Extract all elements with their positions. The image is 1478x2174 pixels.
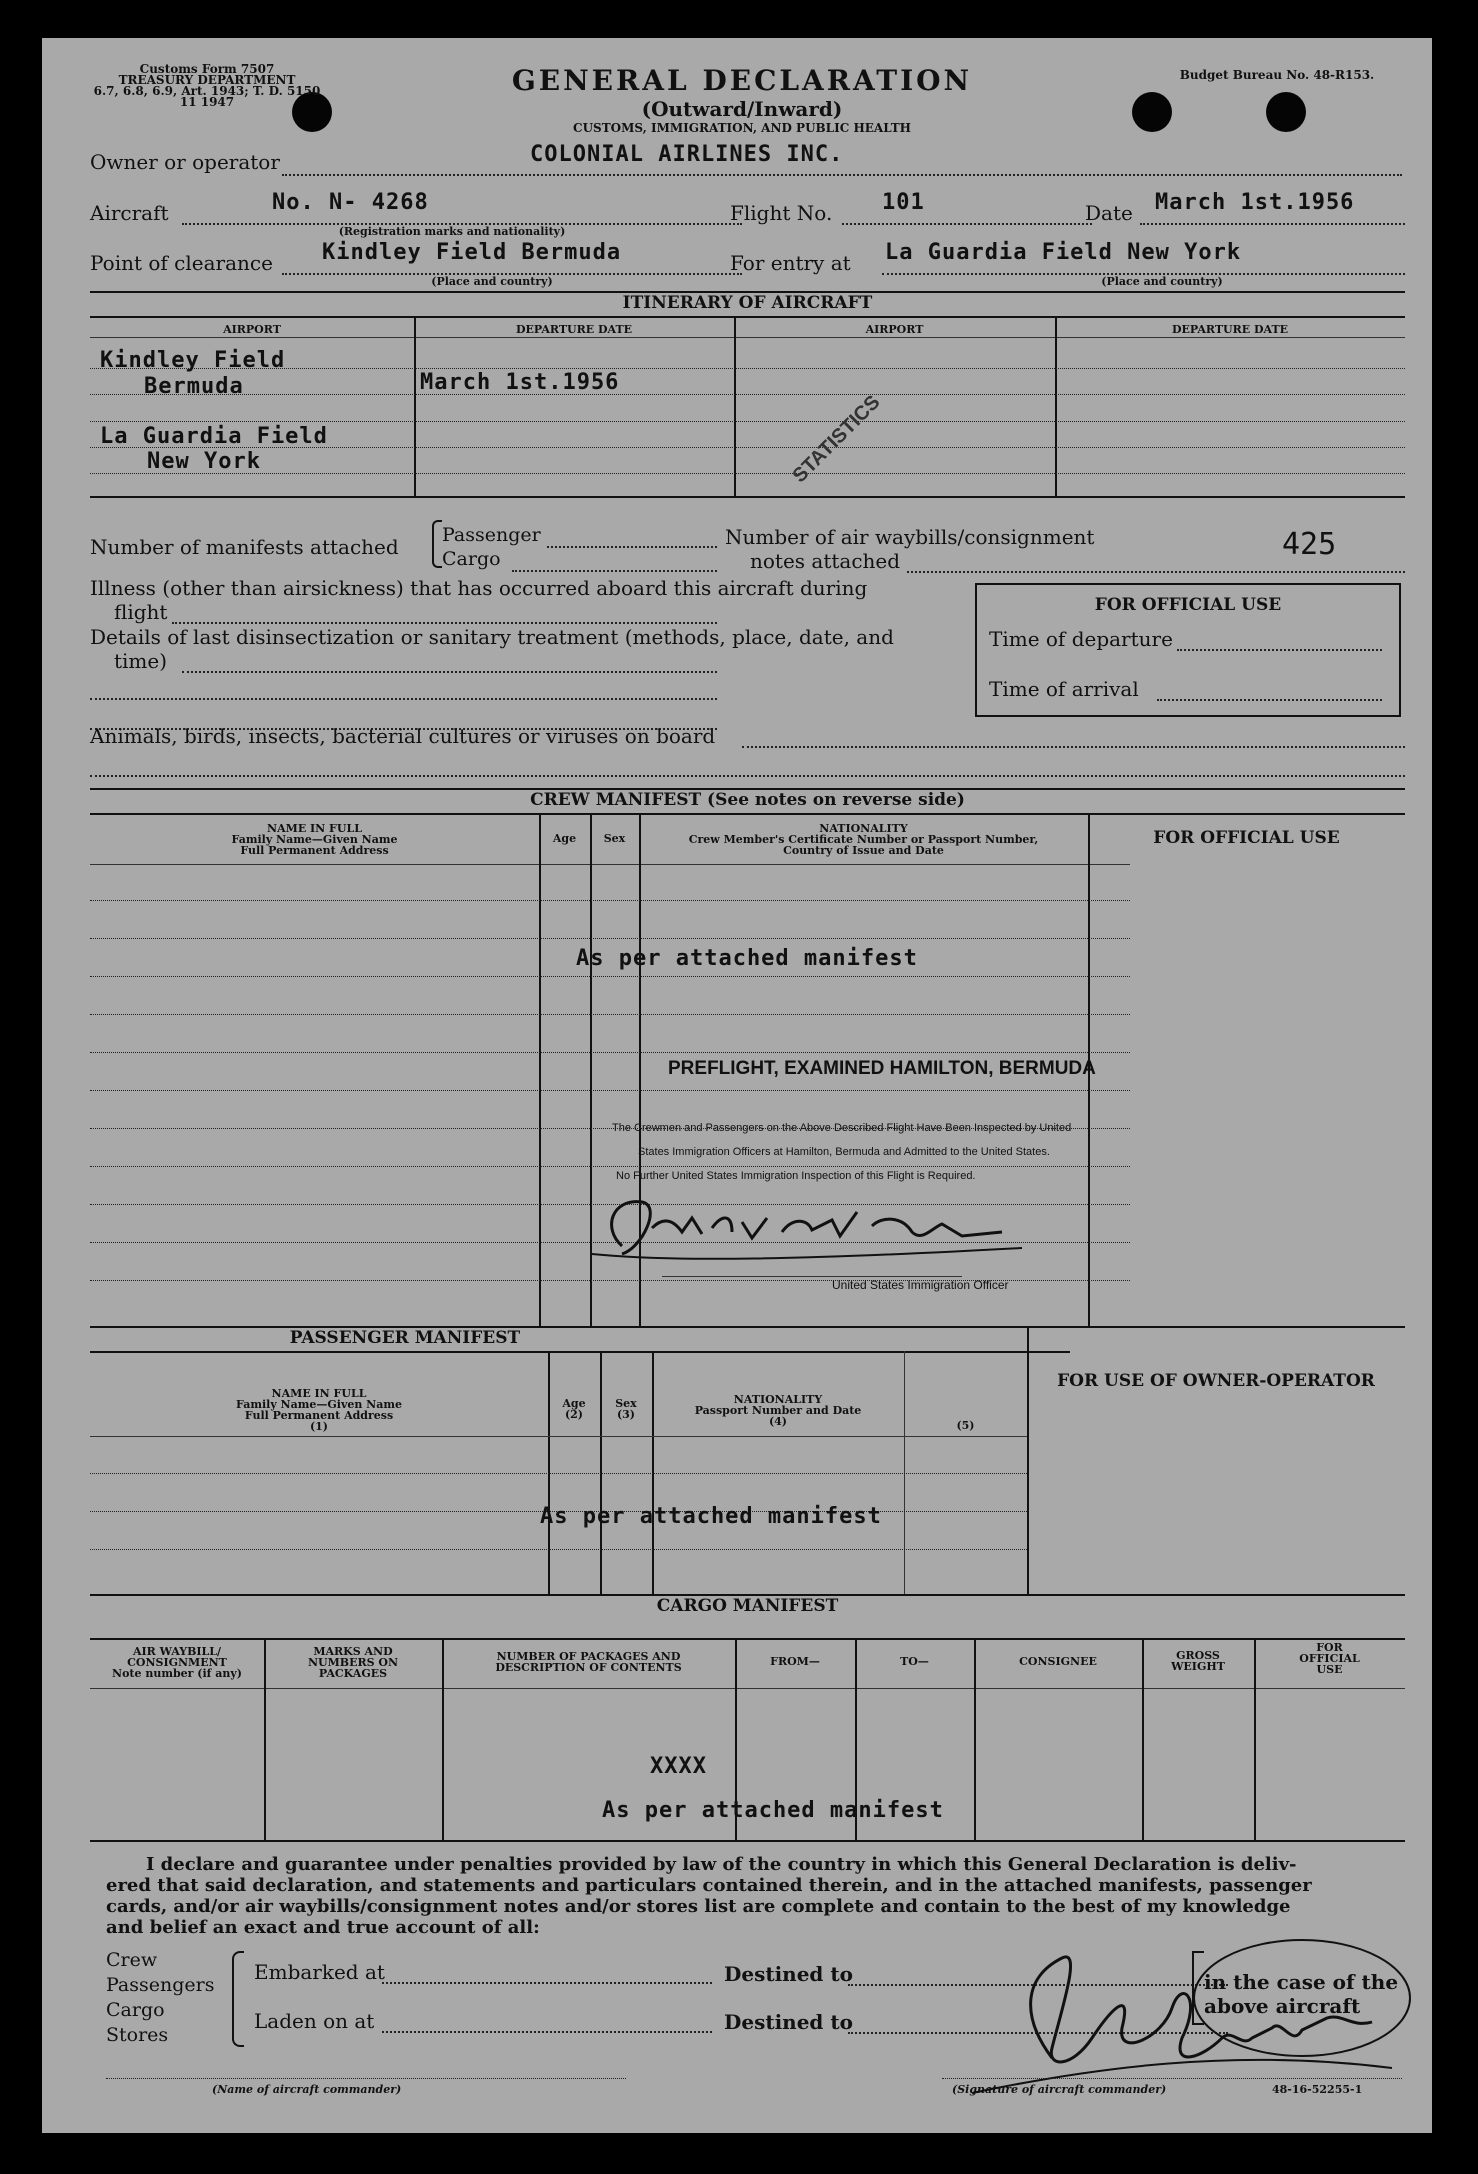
print-code: 48-16-52255-1 bbox=[1272, 2083, 1363, 2096]
regs-line: 6.7, 6.8, 6.9, Art. 1943; T. D. 5150 bbox=[93, 84, 321, 98]
itinerary-airport-2-line1: La Guardia Field bbox=[100, 424, 328, 449]
passenger-name-head: NAME IN FULL bbox=[271, 1387, 367, 1400]
manifest-cargo-label: Cargo bbox=[442, 548, 501, 570]
time-of-arrival-label: Time of arrival bbox=[989, 677, 1139, 701]
cargo-xout: XXXX bbox=[650, 1754, 707, 1779]
time-of-departure-label: Time of departure bbox=[989, 627, 1173, 651]
official-use-box bbox=[975, 583, 1401, 717]
cargo-head-consignee: CONSIGNEE bbox=[1019, 1655, 1097, 1668]
passenger-name-head-3: Full Permanent Address bbox=[244, 1409, 394, 1422]
itinerary-header-airport: AIRPORT bbox=[223, 323, 281, 336]
aircraft-value: No. N- 4268 bbox=[272, 190, 429, 215]
declaration-line-4: and belief an exact and true account of all: bbox=[106, 1917, 540, 1938]
crew-sex-head: Sex bbox=[603, 832, 626, 845]
case-label-2: above aircraft bbox=[1204, 1994, 1361, 2018]
animals-label: Animals, birds, insects, bacterial cultures or viruses on board bbox=[90, 724, 716, 748]
clearance-note: (Place and country) bbox=[431, 275, 553, 288]
form-subtitle: (Outward/Inward) bbox=[641, 97, 843, 121]
flight-value: 101 bbox=[882, 190, 925, 215]
declaration-line-2: ered that said declaration, and statements and particulars contained therein, and in the attached manifests, passenger bbox=[106, 1875, 1312, 1896]
owner-label: Owner or operator bbox=[90, 150, 280, 174]
entry-value: La Guardia Field New York bbox=[885, 240, 1242, 265]
passenger-age-head: Age bbox=[562, 1397, 586, 1410]
form-number: Customs Form 7507 bbox=[139, 62, 275, 76]
itinerary-date-1: March 1st.1956 bbox=[420, 370, 620, 395]
itinerary-airport-1-line2: Bermuda bbox=[144, 374, 244, 399]
crew-name-head-3: Full Permanent Address bbox=[240, 844, 389, 857]
cargo-head-marks-3: PACKAGES bbox=[318, 1667, 388, 1680]
date-label: Date bbox=[1085, 201, 1133, 225]
statistics-stamp: STATISTICS bbox=[788, 391, 885, 488]
declaration-line-1: I declare and guarantee under penalties provided by law of the country in which this General Declaration is deliv- bbox=[146, 1854, 1297, 1875]
flight-label: Flight No. bbox=[730, 201, 833, 225]
laden-label: Laden on at bbox=[254, 2009, 375, 2033]
crew-official-use: FOR OFFICIAL USE bbox=[1153, 828, 1340, 848]
cargo-head-to: TO— bbox=[900, 1655, 929, 1668]
year-line: 11 1947 bbox=[179, 95, 235, 109]
declaration-cargo: Cargo bbox=[106, 1999, 165, 2021]
itinerary-airport-2-line2: New York bbox=[147, 449, 261, 474]
illness-label-2: flight bbox=[114, 600, 168, 624]
passenger-col-3: (3) bbox=[616, 1408, 636, 1421]
immigration-officer-signature bbox=[582, 1188, 1042, 1278]
itinerary-title: ITINERARY OF AIRCRAFT bbox=[622, 293, 873, 313]
immigration-officer-caption: United States Immigration Officer bbox=[832, 1278, 1009, 1292]
declaration-line-3: cards, and/or air waybills/consignment notes and/or stores list are complete and contain to the best of my knowledge bbox=[106, 1896, 1291, 1917]
manifests-label: Number of manifests attached bbox=[90, 535, 399, 559]
commander-signature bbox=[932, 1918, 1412, 2108]
entry-note: (Place and country) bbox=[1101, 275, 1223, 288]
declaration-passengers: Passengers bbox=[106, 1974, 215, 1996]
cargo-head-weight: GROSS bbox=[1176, 1649, 1220, 1662]
embarked-label: Embarked at bbox=[254, 1960, 385, 1984]
form-title: GENERAL DECLARATION bbox=[511, 64, 973, 97]
cargo-head-packages: NUMBER OF PACKAGES AND bbox=[496, 1650, 681, 1663]
passenger-col-2: (2) bbox=[564, 1408, 584, 1421]
crew-name-head-2: Family Name—Given Name bbox=[231, 833, 398, 846]
passenger-col-4: (4) bbox=[768, 1415, 788, 1428]
immigration-stamp-title: PREFLIGHT, EXAMINED HAMILTON, BERMUDA bbox=[668, 1058, 1096, 1079]
disinsect-label: Details of last disinsectization or sanitary treatment (methods, place, date, and bbox=[90, 625, 894, 649]
cargo-head-waybill: AIR WAYBILL/ bbox=[132, 1645, 222, 1658]
passenger-typed-entry: As per attached manifest bbox=[540, 1504, 882, 1529]
itinerary-header-airport-2: AIRPORT bbox=[865, 323, 924, 336]
passenger-nat-head: NATIONALITY bbox=[733, 1393, 823, 1406]
cargo-head-official: FOR bbox=[1316, 1641, 1343, 1654]
itinerary-header-departure-2: DEPARTURE DATE bbox=[1171, 323, 1289, 336]
itinerary-header-departure: DEPARTURE DATE bbox=[515, 323, 633, 336]
cargo-title: CARGO MANIFEST bbox=[656, 1596, 839, 1616]
cargo-head-official-2: OFFICIAL bbox=[1299, 1652, 1360, 1665]
cargo-head-waybill-2: CONSIGNMENT bbox=[127, 1656, 227, 1669]
case-label: in the case of the bbox=[1204, 1970, 1399, 1994]
aircraft-note: (Registration marks and nationality) bbox=[338, 225, 566, 238]
waybills-label-2: notes attached bbox=[750, 549, 901, 573]
department: TREASURY DEPARTMENT bbox=[118, 73, 296, 87]
crew-typed-entry: As per attached manifest bbox=[576, 946, 918, 971]
manifest-passenger-label: Passenger bbox=[442, 524, 541, 546]
declaration-form bbox=[42, 38, 1432, 2133]
signature-caption: (Signature of aircraft commander) bbox=[952, 2083, 1167, 2096]
immigration-stamp-line1: The Crewmen and Passengers on the Above Described Flight Have Been Inspected by United bbox=[612, 1122, 1072, 1134]
cargo-typed-entry: As per attached manifest bbox=[602, 1798, 944, 1823]
immigration-stamp-line3: No Further United States Immigration Inspection of this Flight is Required. bbox=[616, 1170, 976, 1182]
budget-number: Budget Bureau No. 48-R153. bbox=[1179, 68, 1375, 82]
itinerary-airport-1-line1: Kindley Field bbox=[100, 348, 286, 373]
clearance-value: Kindley Field Bermuda bbox=[322, 240, 622, 265]
crew-nat-head-2: Crew Member's Certificate Number or Passport Number, bbox=[688, 833, 1039, 846]
clearance-label: Point of clearance bbox=[90, 251, 273, 275]
passenger-sex-head: Sex bbox=[615, 1397, 637, 1410]
form-subtitle-2: CUSTOMS, IMMIGRATION, AND PUBLIC HEALTH bbox=[573, 121, 911, 135]
passenger-col-5: (5) bbox=[956, 1419, 975, 1432]
date-value: March 1st.1956 bbox=[1155, 190, 1355, 215]
crew-nat-head-3: Country of Issue and Date bbox=[783, 844, 944, 857]
name-caption: (Name of aircraft commander) bbox=[212, 2083, 402, 2096]
waybills-value: 425 bbox=[1282, 527, 1337, 562]
passenger-nat-head-2: Passport Number and Date bbox=[694, 1404, 862, 1417]
passenger-title: PASSENGER MANIFEST bbox=[289, 1328, 521, 1348]
crew-age-head: Age bbox=[552, 832, 577, 845]
entry-label: For entry at bbox=[730, 251, 851, 275]
destined-label-1: Destined to bbox=[724, 1962, 853, 1986]
cargo-head-from: FROM— bbox=[770, 1655, 820, 1668]
illness-label: Illness (other than airsickness) that has occurred aboard this aircraft during bbox=[90, 576, 868, 600]
cargo-head-marks-2: NUMBERS ON bbox=[307, 1656, 399, 1669]
owner-value: COLONIAL AIRLINES INC. bbox=[530, 142, 844, 167]
cargo-head-weight-2: WEIGHT bbox=[1171, 1660, 1225, 1673]
cargo-head-packages-2: DESCRIPTION OF CONTENTS bbox=[495, 1661, 682, 1674]
owner-operator-use: FOR USE OF OWNER-OPERATOR bbox=[1057, 1371, 1375, 1391]
destined-label-2: Destined to bbox=[724, 2010, 853, 2034]
cargo-head-official-3: USE bbox=[1316, 1663, 1343, 1676]
passenger-col-1: (1) bbox=[309, 1420, 329, 1433]
cargo-head-waybill-3: Note number (if any) bbox=[112, 1667, 242, 1680]
declaration-stores: Stores bbox=[106, 2024, 169, 2046]
crew-name-head: NAME IN FULL bbox=[267, 822, 362, 835]
official-use-title: FOR OFFICIAL USE bbox=[1094, 595, 1282, 615]
punch-hole bbox=[1132, 92, 1172, 132]
waybills-label-1: Number of air waybills/consignment bbox=[725, 525, 1095, 549]
declaration-crew: Crew bbox=[106, 1949, 158, 1971]
crew-title: CREW MANIFEST (See notes on reverse side) bbox=[530, 790, 965, 810]
crew-nat-head: NATIONALITY bbox=[819, 822, 908, 835]
immigration-stamp-line2: States Immigration Officers at Hamilton, Bermuda and Admitted to the United States. bbox=[638, 1146, 1050, 1158]
cargo-head-marks: MARKS AND bbox=[313, 1645, 393, 1658]
passenger-name-head-2: Family Name—Given Name bbox=[236, 1398, 402, 1411]
disinsect-label-2: time) bbox=[114, 649, 168, 673]
punch-hole bbox=[1266, 92, 1306, 132]
aircraft-label: Aircraft bbox=[90, 201, 169, 225]
